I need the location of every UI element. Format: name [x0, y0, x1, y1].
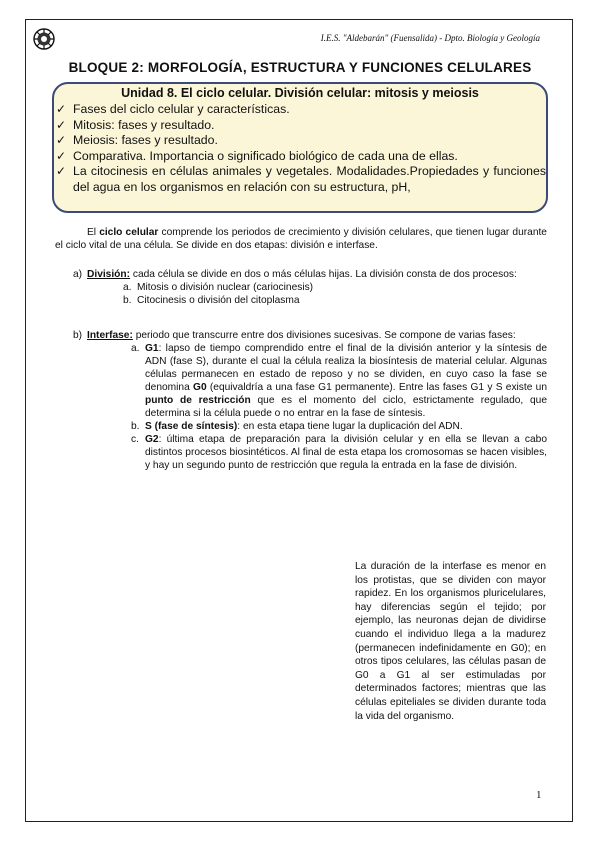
- g0-term: G0: [193, 382, 207, 393]
- phase-g2: [131, 433, 547, 472]
- interfase-term: Interfase:: [87, 330, 133, 341]
- topic-text: Fases del ciclo celular y características.: [73, 102, 290, 116]
- document-body: [55, 226, 547, 472]
- school-header: I.E.S. "Aldebarán" (Fuensalida) - Dpto. Biología y Geología: [320, 33, 540, 43]
- phase-g1: [131, 342, 547, 420]
- topic-item: [56, 149, 546, 165]
- phase-text: : lapso de tiempo comprendido entre el final de la división anterior y la síntesis de ADN (fase S), durante el cual la célula realiza la biosíntesis de material celular. Algunas células permanecen en estado de reposo y no se dividen, en cuyo caso la fase se denomina: [145, 343, 547, 393]
- phase-term: S (fase de síntesis): [145, 421, 238, 432]
- division-section: [55, 268, 547, 307]
- interfase-section: [55, 329, 547, 472]
- list-item: [123, 294, 547, 307]
- division-definition: [87, 268, 547, 281]
- unit-topics-list: [56, 102, 546, 196]
- division-text: cada célula se divide en dos o más células hijas. La división consta de dos procesos:: [130, 269, 517, 280]
- interfase-phases-list: [131, 342, 547, 472]
- unit-title: Unidad 8. El ciclo celular. División celular: mitosis y meiosis: [121, 86, 479, 100]
- item-letter: c.: [131, 434, 139, 445]
- phase-text: : en esta etapa tiene lugar la duplicación del ADN.: [237, 421, 463, 432]
- school-crest-icon: [33, 28, 55, 50]
- interfase-duration-paragraph: La duración de la interfase es menor en los protistas, que se dividen con mayor rapidez. En los organismos pluricelulares, hay diferencias según el tejido; por ejemplo, las neuronas dejan de dividirse cuando el individuo llega a la madurez (permanecen indefinidamente en G0); en otros tipos celulares, las células pasan de G0 a G1 al ser estimuladas por determinados factores; mientras que las células epiteliales se dividen durante toda la vida del organismo.: [355, 561, 546, 722]
- phase-text: (equivaldría a una fase G1 permanente). Entre las fases G1 y S existe un: [206, 382, 547, 393]
- restriction-term: punto de restricción: [145, 395, 251, 406]
- phase-term: G1: [145, 343, 159, 354]
- bloque-title: BLOQUE 2: MORFOLOGÍA, ESTRUCTURA Y FUNCIONES CELULARES: [68, 60, 532, 75]
- topic-text: Meiosis: fases y resultado.: [73, 133, 218, 148]
- division-processes-list: [123, 281, 547, 307]
- item-letter: a.: [123, 282, 132, 293]
- item-letter: b.: [123, 295, 132, 306]
- intro-paragraph: [55, 226, 547, 252]
- intro-lead: El: [87, 227, 100, 238]
- checkmark-icon: ✓: [56, 148, 67, 163]
- division-term: División:: [87, 269, 131, 280]
- interfase-definition: [87, 329, 547, 342]
- checkmark-icon: ✓: [56, 164, 67, 179]
- topic-text: Comparativa. Importancia o significado biológico de cada una de ellas.: [73, 148, 458, 163]
- intro-term: ciclo celular: [99, 227, 159, 238]
- phase-term: G2: [145, 434, 159, 445]
- phase-text: que es el momento del ciclo, estrictamente regulado, que determina si la célula puede o no entrar en la fase de síntesis.: [145, 395, 547, 419]
- intro-text: comprende los periodos de crecimiento y división celulares, que tienen lugar durante el ciclo vital de una célula. Se divide en dos etapas: división e interfase.: [55, 227, 547, 251]
- checkmark-icon: ✓: [56, 133, 67, 148]
- item-text: Mitosis o división nuclear (cariocinesis): [137, 282, 314, 293]
- checkmark-icon: ✓: [56, 102, 67, 116]
- topic-item: [56, 118, 546, 134]
- topic-item: [56, 102, 546, 118]
- item-letter: b.: [131, 421, 140, 432]
- topic-text: La citocinesis en células animales y vegetales. Modalidades.Propiedades y funciones del agua en los organismos en relación con su estructura, pH,: [73, 164, 546, 194]
- list-item: [123, 281, 547, 294]
- item-text: Citocinesis o división del citoplasma: [137, 295, 300, 306]
- phase-text: : última etapa de preparación para la división celular y en ella se llevan a cabo distintos procesos biosintéticos. Al final de esta etapa los cromosomas se hacen visibles, y hay un segundo punto de restricción que regula la entrada en la fase de división.: [145, 434, 547, 471]
- topic-text: Mitosis: fases y resultado.: [73, 117, 215, 132]
- item-letter: a.: [131, 343, 140, 354]
- page-number: 1: [536, 789, 542, 801]
- checkmark-icon: ✓: [56, 117, 67, 132]
- topic-item: [56, 164, 546, 195]
- topic-item: [56, 133, 546, 149]
- section-marker: a): [73, 269, 83, 280]
- interfase-text: periodo que transcurre entre dos divisiones sucesivas. Se compone de varias fases:: [132, 330, 516, 341]
- section-marker: b): [73, 330, 83, 341]
- phase-s: [131, 420, 547, 433]
